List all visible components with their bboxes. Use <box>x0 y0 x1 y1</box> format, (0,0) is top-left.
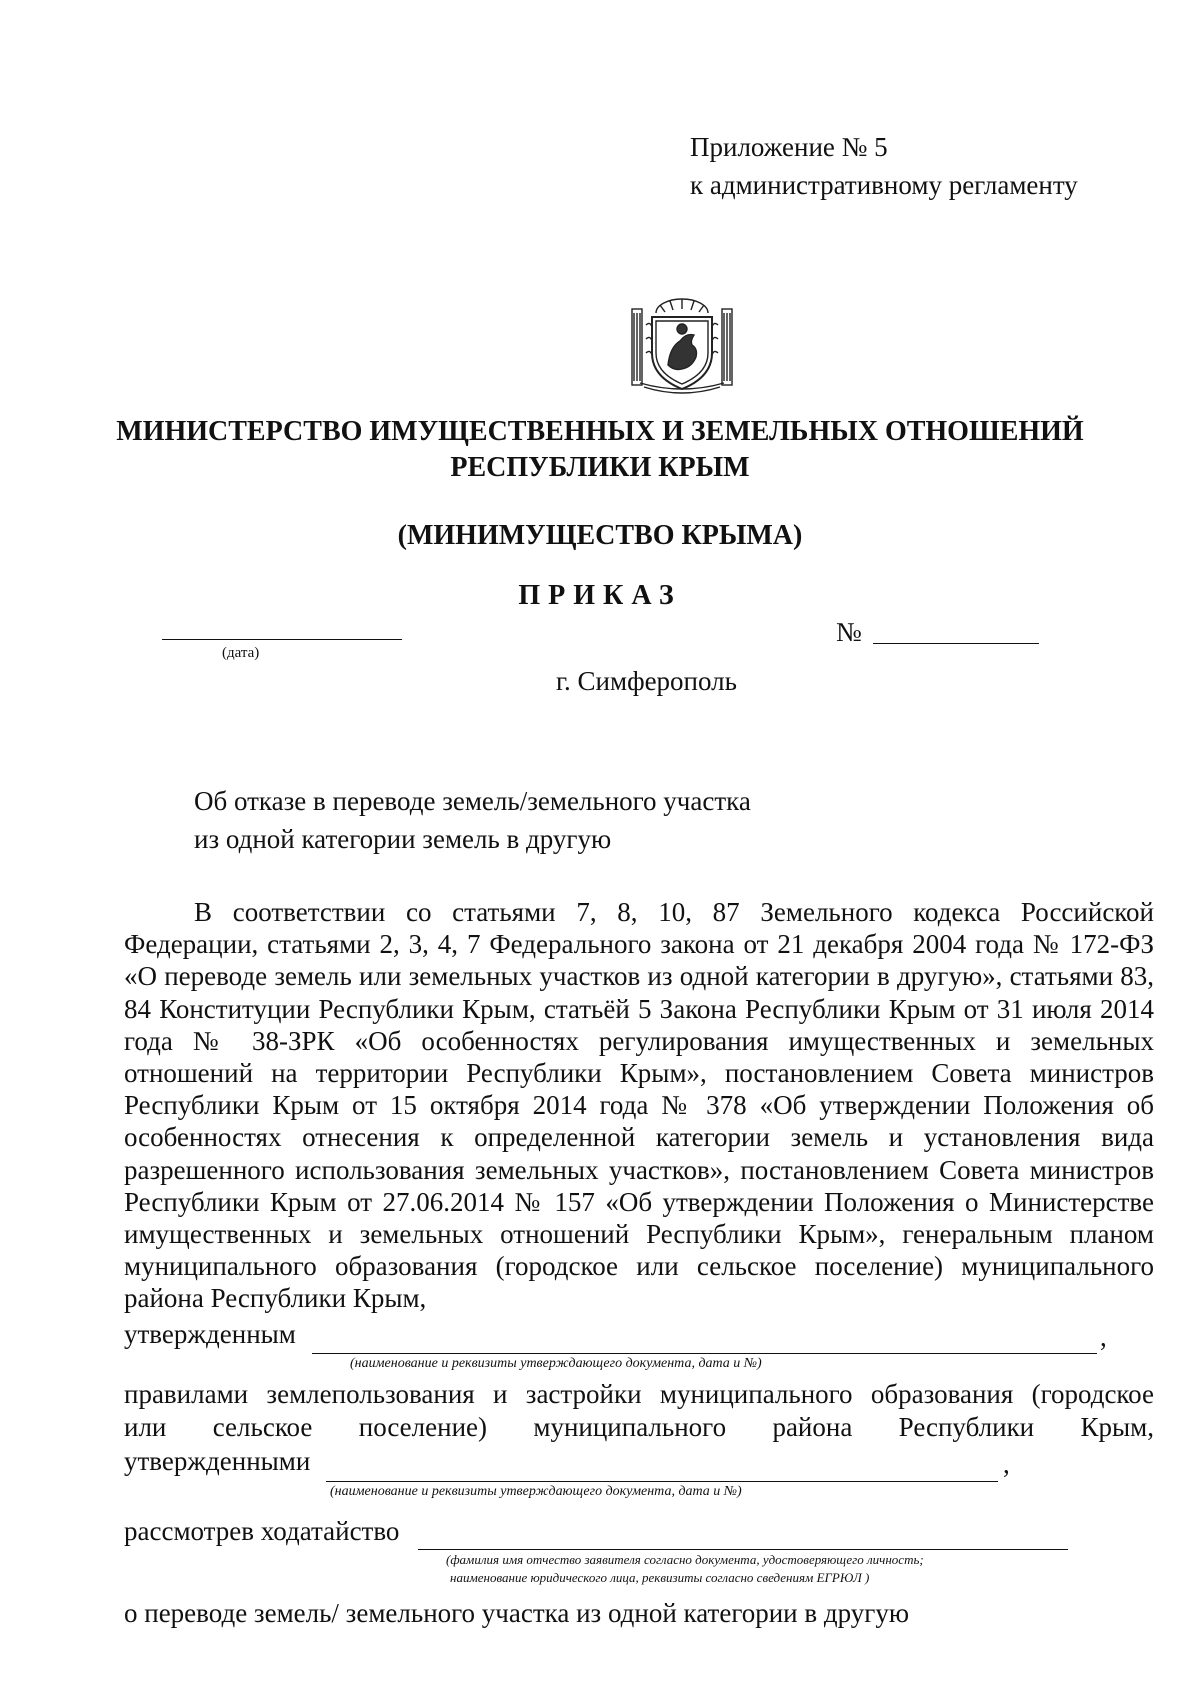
order-subject <box>194 782 751 858</box>
crimea-coat-of-arms-icon <box>626 295 738 395</box>
order-preamble <box>124 896 1154 1315</box>
approved-caption-1: (наименование и реквизиты утверждающего документа, дата и №) <box>350 1356 762 1371</box>
approved-label-2: утвержденными <box>124 1446 311 1476</box>
preamble-paragraph: В соответствии со статьями 7, 8, 10, 87 Земельного кодекса Российской Федерации, статьями 2, 3, 4, 7 Федерального закона от 21 декабря 2004 года № 172-ФЗ «О переводе земель или земельных участков из одной категории в другую», статьями 83, 84 Конституции Республики Крым, статьёй 5 Закона Республики Крым от 31 июля 2014 года № 38-ЗРК «Об особенностях регулирования имущественных и земельных отношений на территории Республики Крым», постановлением Совета министров Республики Крым от 15 октября 2014 года № 378 «Об утверждении Положения об особенностях отнесения к определенной категории земель и установления вида разрешенного использования земельных участков», постановлением Совета министров Республики Крым от 27.06.2014 № 157 «Об утверждении Положения о Министерстве имущественных и земельных отношений Республики Крым», генеральным планом муниципального образования (городское или сельское поселение) муниципального района Республики Крым, <box>124 897 1154 1314</box>
approved-caption-2: (наименование и реквизиты утверждающего документа, дата и №) <box>330 1484 742 1499</box>
appendix-reference: к административному регламенту <box>690 170 1078 200</box>
subject-line-1: Об отказе в переводе земель/земельного участка <box>194 786 751 816</box>
ministry-region: РЕСПУБЛИКИ КРЫМ <box>450 452 750 483</box>
order-title: ПРИКАЗ <box>518 580 682 611</box>
applicant-caption-2: наименование юридического лица, реквизиты согласно сведениям ЕГРЮЛ ) <box>450 1570 870 1585</box>
ministry-short-name: (МИНИМУЩЕСТВО КРЫМА) <box>397 520 803 551</box>
approved-label-1: утвержденным <box>124 1319 296 1349</box>
considered-label: рассмотрев ходатайство <box>124 1516 400 1546</box>
order-number-sign: № <box>836 617 862 647</box>
applicant-blank <box>418 1549 1068 1550</box>
approved-document-blank-1 <box>312 1353 1097 1354</box>
rules-line-2: или сельское поселение) муниципального района Республики Крым, <box>124 1412 1154 1442</box>
subject-line-2: из одной категории земель в другую <box>194 824 612 854</box>
comma-2: , <box>1003 1449 1010 1479</box>
rules-line-1: правилами землепользования и застройки муниципального образования (городское <box>124 1379 1154 1409</box>
city-name: г. Симферополь <box>556 666 737 696</box>
comma-1: , <box>1100 1322 1107 1352</box>
appendix-header <box>690 128 1078 204</box>
date-blank-line <box>162 639 402 640</box>
applicant-caption-1: (фамилия имя отчество заявителя согласно документа, удостоверяющего личность; <box>446 1552 924 1567</box>
ministry-name: МИНИСТЕРСТВО ИМУЩЕСТВЕННЫХ И ЗЕМЕЛЬНЫХ ОТНОШЕНИЙ <box>116 416 1084 447</box>
order-number-blank-line <box>873 643 1039 644</box>
approved-document-blank-2 <box>326 1481 998 1482</box>
appendix-number: Приложение № 5 <box>690 132 888 162</box>
date-label: (дата) <box>222 645 260 661</box>
transfer-line: о переводе земель/ земельного участка из одной категории в другую <box>124 1598 910 1628</box>
